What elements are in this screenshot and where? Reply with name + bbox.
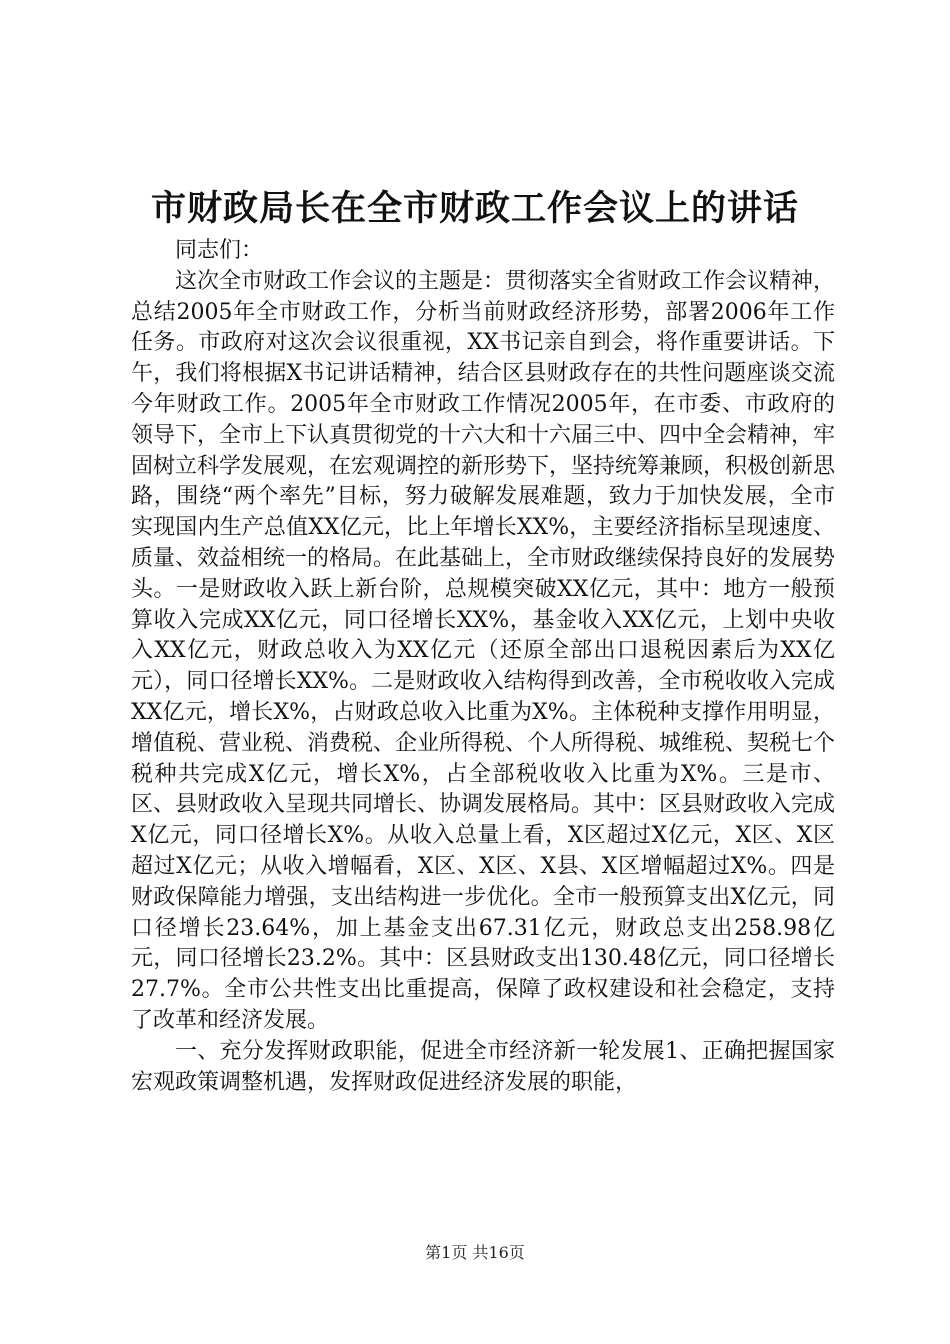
paragraph: 这次全市财政工作会议的主题是：贯彻落实全省财政工作会议精神，总结2005年全市财政工作，分析当前财政经济形势，部署2006年工作任务。市政府对这次会议很重视，XX书记亲自到会，将作重要讲话。下午，我们将根据X书记讲话精神，结合区县财政存在的共性问题座谈交流今年财政工作。2005年全市财政工作情况2005年，在市委、市政府的领导下，全市上下认真贯彻党的十六大和十六届三中、四中全会精神，牢固树立科学发展观，在宏观调控的新形势下，坚持统筹兼顾，积极创新思路，围绕“两个率先”目标，努力破解发展难题，致力于加快发展，全市实现国内生产总值XX亿元，比上年增长XX%，主要经济指标呈现速度、质量、效益相统一的格局。在此基础上，全市财政继续保持良好的发展势头。一是财政收入跃上新台阶，总规模突破XX亿元，其中：地方一般预算收入完成XX亿元，同口径增长XX%，基金收入XX亿元，上划中央收入XX亿元，财政总收入为XX亿元（还原全部出口退税因素后为XX亿元），同口径增长XX%。二是财政收入结构得到改善，全市税收收入完成XX亿元，增长X%，占财政总收入比重为X%。主体税种支撑作用明显，增值税、营业税、消费税、企业所得税、个人所得税、城维税、契税七个税种共完成X亿元，增长X%，占全部税收收入比重为X%。三是市、区、县财政收入呈现共同增长、协调发展格局。其中：区县财政收入完成X亿元，同口径增长X%。从收入总量上看，X区超过X亿元，X区、X区超过X亿元；从收入增幅看，X区、X区、X县、X区增幅超过X%。四是财政保障能力增强，支出结构进一步优化。全市一般预算支出X亿元，同口径增长23.64%，加上基金支出67.31亿元，财政总支出258.98亿元，同口径增长23.2%。其中：区县财政支出130.48亿元，同口径增长27.7%。全市公共性支出比重提高，保障了政权建设和社会稳定，支持了改革和经济发展。	[131, 268, 836, 1033]
salutation: 同志们：	[175, 238, 264, 263]
page-number-footer: 第1页 共16页	[425, 1243, 525, 1262]
paragraph: 一、充分发挥财政职能，促进全市经济新一轮发展1、正确把握国家宏观政策调整机遇，发挥财政促进经济发展的职能，	[131, 1038, 835, 1095]
document-body	[131, 236, 835, 1098]
document-title: 市财政局长在全市财政工作会议上的讲话	[150, 188, 799, 229]
